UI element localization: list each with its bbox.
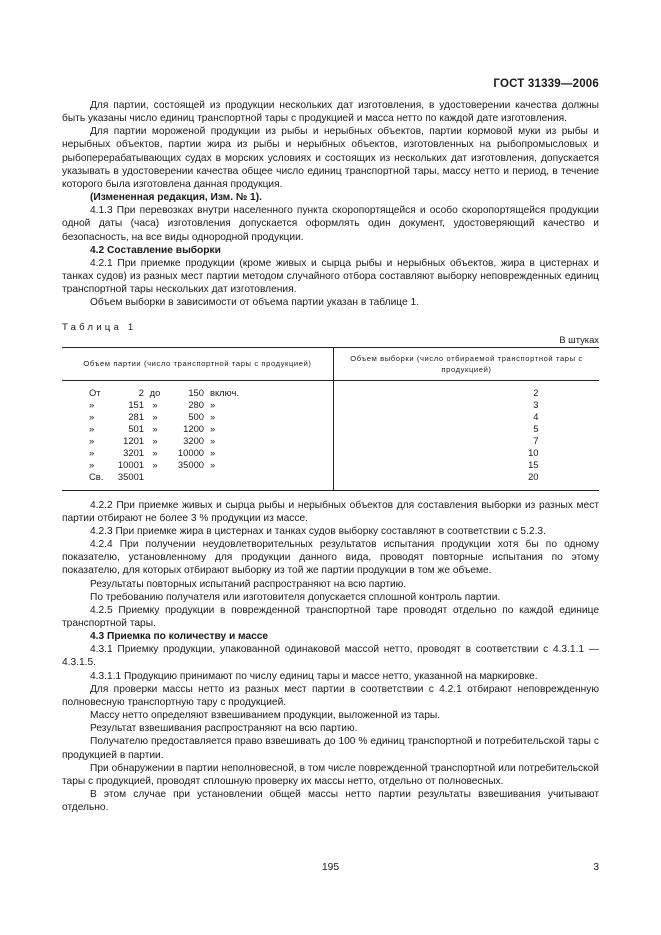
paragraph: 4.1.3 При перевозках внутри населенного пункта скоропортящейся и особо скоропортящейся продукции одной даты (часа) изготовления допускается оформлять один документ, удостоверяющий качество и безопасность, на все виды однородной продукции. [62, 205, 599, 243]
paragraph: 4.2.5 Приемку продукции в поврежденной транспортной таре проводят отдельно по каждой единице транспортной тары. [62, 604, 599, 629]
paragraph: Для партии мороженой продукции из рыбы и нерыбных объектов, партии кормовой муки из рыбы и нерыбных объектов, партии жира из рыбы и нерыбных объектов, изготовленных на рыбопромысловых и рыбоперерабатывающих судах в морских условиях и состоящих из нескольких дат изготовления, допускается указывать в удостоверении качества общее число единиц транспортной тары, массу нетто и период, в течение которого была изготовлена данная продукция. [62, 126, 599, 190]
sample-size-value [334, 399, 600, 411]
range-part-e: » [210, 459, 216, 471]
paragraph: Результат взвешивания распространяют на всю партию. [90, 723, 358, 735]
range-part-e: » [210, 447, 216, 459]
range-part-d: 3200 [183, 435, 204, 447]
paragraph: Для партии, состоящей из продукции нескольких дат изготовления, в удостоверении качества должны быть указаны число единиц транспортной тары с продукцией и масса нетто по каждой дате изготовления. [62, 100, 599, 125]
range-part-e: » [210, 423, 216, 435]
range-part-c: до [149, 386, 161, 398]
section-heading: 4.3 Приемка по количеству и массе [90, 631, 269, 643]
range-part-c: » [152, 411, 158, 422]
sample-size-value [334, 447, 600, 459]
range-part-a: » [89, 398, 95, 410]
table-row [62, 399, 599, 411]
section-heading: 4.2 Составление выборки [90, 244, 221, 256]
paragraph: По требованию получателя или изготовителя допускается сплошной контроль партии. [90, 591, 501, 603]
range-part-d: 35000 [177, 459, 204, 471]
range-part-c: » [152, 398, 158, 410]
paragraph: При обнаружении в партии неполновесной, в том числе поврежденной транспортной или потребительской тары с продукцией, проводят сплошную проверку их массы нетто, отдельно от полновесных. [62, 762, 599, 787]
range-part-e: включ. [210, 386, 239, 398]
range-part-d: 280 [188, 398, 204, 410]
range-part-a: От [89, 386, 101, 398]
sample-size-number: 5 [533, 423, 539, 435]
range-part-a: Св. [89, 471, 104, 483]
paragraph: 4.2.2 При приемке живых и сырца рыбы и нерыбных объектов для составления выборки из разных мест партии отбирают не более 3 % продукции из массе. [62, 499, 599, 524]
range-part-e: » [210, 398, 216, 410]
range-part-d: 1200 [183, 423, 204, 435]
table-row [62, 423, 599, 435]
range-part-c: » [152, 423, 158, 435]
lot-size-range [62, 447, 334, 459]
range-part-b: 3201 [123, 447, 144, 459]
paragraph: В этом случае при установлении общей массы нетто партии результаты взвешивания учитывают отдельно. [62, 789, 599, 814]
range-part-a: » [89, 411, 95, 422]
range-part-b: 281 [128, 411, 144, 422]
range-part-b: 151 [128, 398, 144, 410]
paragraph: 4.3.1 Приемку продукции, упакованной одинаковой массой нетто, проводят в соответствии с 4.3.1.1 — 4.3.1.5. [62, 644, 599, 669]
sample-size-number: 4 [533, 411, 539, 422]
lot-size-range [62, 411, 334, 423]
page-content [62, 99, 599, 814]
range-part-c: » [152, 459, 158, 471]
paragraph: Массу нетто определяют взвешиванием продукции, выложенной из тары. [90, 710, 441, 722]
table-row [62, 471, 599, 490]
paragraph: 4.3.1.1 Продукцию принимают по числу единиц тары и массе нетто, указанной на маркировке. [90, 670, 538, 682]
paragraph: 4.2.3 При приемке жира в цистернах и танках судов выборку составляют в соответствии с 5.2.3. [90, 525, 546, 537]
lot-size-range [62, 399, 334, 411]
table-row [62, 411, 599, 423]
range-part-a: » [89, 423, 95, 435]
paragraph: 4.2.1 При приемке продукции (кроме живых и сырца рыбы и нерыбных объектов, жира в цистернах и танках судов) из разных мест партии методом случайного отбора составляют выборку неповрежденных единиц транспортной тары нескольких дат изготовления. [62, 257, 599, 296]
page-number: 195 [322, 862, 339, 873]
amendment-note: (Измененная редакция, Изм. № 1). [90, 192, 262, 204]
table-row [62, 447, 599, 459]
sample-size-value [334, 435, 600, 447]
paragraph: Результаты повторных испытаний распространяют на всю партию. [90, 578, 407, 590]
sample-size-value [334, 459, 600, 471]
lot-size-range [62, 423, 334, 435]
table-header-sample-size: Объем выборки (число отбираемой транспортной тары с продукцией) [334, 347, 600, 380]
sample-size-table [62, 347, 599, 491]
table-label: Таблица 1 [62, 321, 137, 333]
range-part-d: 150 [188, 386, 204, 398]
range-part-b: 2 [138, 386, 144, 398]
sample-size-number: 3 [533, 398, 539, 410]
table-header-lot-size: Объем партии (число транспортной тары с продукцией) [62, 347, 334, 380]
sheet-number: 3 [593, 862, 599, 873]
paragraph: Для проверки массы нетто из разных мест партии в соответствии с 4.2.1 отбирают неповрежденную полновесную транспортную тару с продукцией. [62, 683, 599, 708]
range-part-b: 501 [128, 423, 144, 435]
sample-size-number: 7 [533, 435, 539, 447]
sample-size-value [334, 471, 600, 490]
range-part-a: » [89, 435, 95, 447]
range-part-b: 1201 [123, 435, 144, 447]
range-part-b: 10001 [117, 459, 144, 471]
table-unit: В штуках [559, 333, 599, 345]
range-part-b: 35001 [117, 471, 144, 483]
paragraph: Объем выборки в зависимости от объема партии указан в таблице 1. [90, 297, 420, 309]
table-row [62, 380, 599, 399]
sample-size-number: 20 [528, 471, 539, 483]
range-part-d: 10000 [177, 447, 204, 459]
lot-size-range [62, 380, 334, 399]
paragraph: 4.2.4 При получении неудовлетворительных результатов испытания продукции хотя бы по одному показателю, установленному для продукции данного вида, проводят повторные испытания по этому показателю, для которых отбирают выборку из той же партии продукции в том же объеме. [62, 539, 599, 577]
sample-size-value [334, 423, 600, 435]
range-part-e: » [210, 411, 216, 422]
sample-size-number: 10 [528, 447, 539, 459]
sample-size-value [334, 411, 600, 423]
lot-size-range [62, 435, 334, 447]
sample-size-value [334, 380, 600, 399]
table-row [62, 459, 599, 471]
range-part-e: » [210, 435, 216, 447]
lot-size-range [62, 459, 334, 471]
range-part-d: 500 [188, 411, 204, 422]
document-code: ГОСТ 31339—2006 [493, 78, 599, 90]
range-part-c: » [152, 435, 158, 447]
table-row [62, 435, 599, 447]
range-part-c: » [152, 447, 158, 459]
paragraph: Получателю предоставляется право взвешивать до 100 % единиц транспортной и потребительской тары с продукцией в партии. [62, 736, 599, 761]
sample-size-number: 2 [533, 386, 539, 398]
range-part-a: » [89, 447, 95, 459]
range-part-a: » [89, 459, 95, 471]
sample-size-number: 15 [528, 459, 539, 471]
lot-size-range [62, 471, 334, 490]
